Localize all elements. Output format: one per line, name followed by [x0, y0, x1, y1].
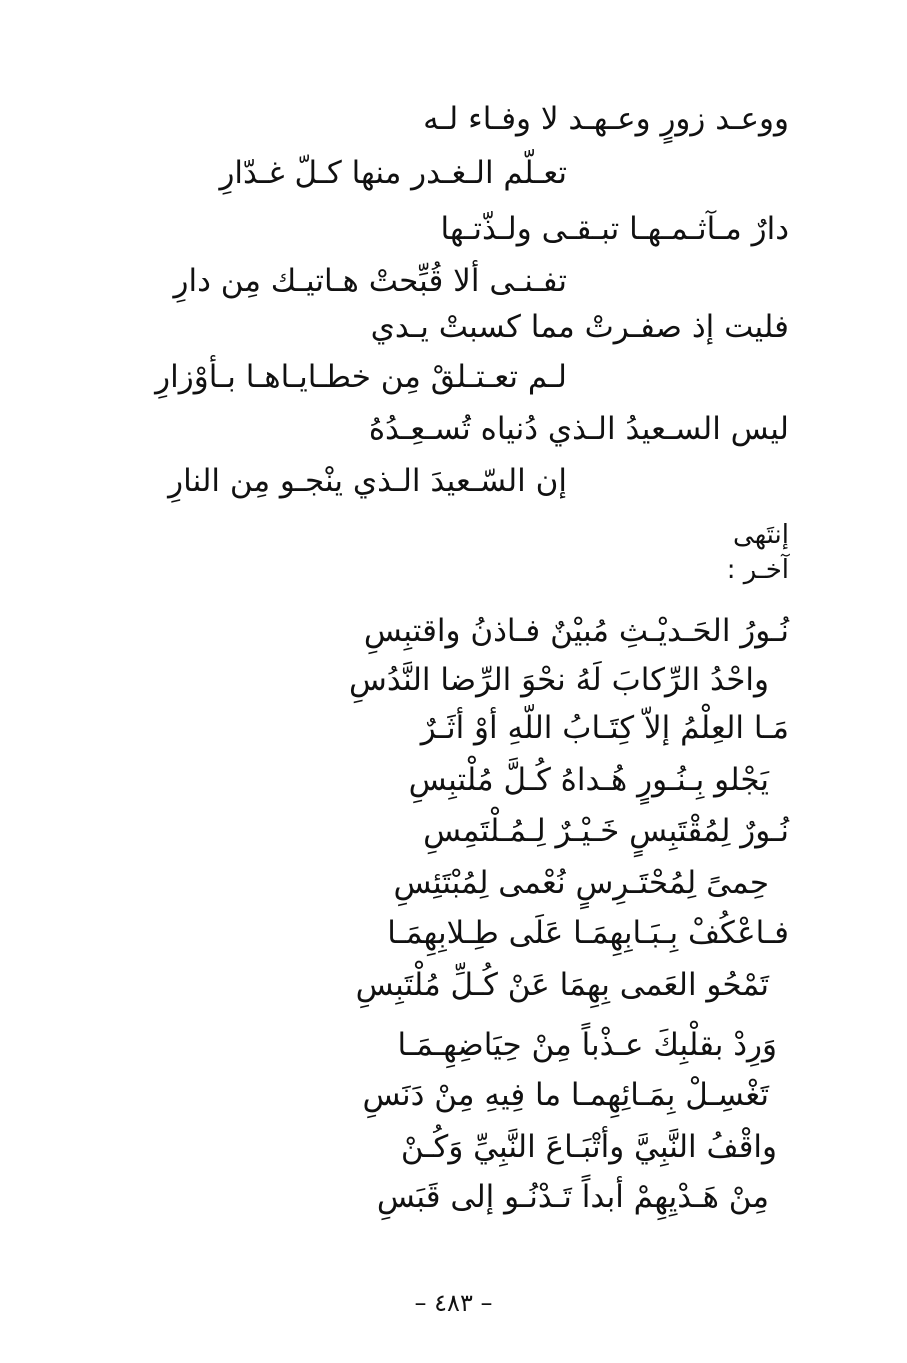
poem2-line-7: فـاعْكُفْ بِـبَـابِهِمَـا عَلَى طِـلابِهِمَـا [387, 915, 789, 951]
poem2-line-6: حِمىً لِمُحْتَـرِسٍ نُعْمى لِمُبْتَئِسِ [393, 865, 769, 901]
poem2-line-3: مَـا العِلْمُ إلاّ كِتَـابُ اللّهِ أوْ أثَـرٌ [420, 710, 789, 746]
poem1-line-5: فليت إذ صفـرتْ مما كسبتْ يـدي [370, 309, 789, 345]
poem2-line-9: وَرِدْ بقلْبِكَ عـذْباً مِنْ حِيَاضِهِـمَـا [397, 1027, 777, 1063]
poem2-heading: آخـر : [726, 555, 789, 585]
poem1-line-8: إن السّـعيدَ الـذي ينْجـو مِن النارِ [168, 463, 567, 499]
poem2-line-12: مِنْ هَـدْيِهِمْ أبداً تَـدْنُـو إلى قَبَسِ [376, 1179, 769, 1215]
poem1-line-6: لـم تعـتـلقْ مِن خطـايـاهـا بـأوْزارِ [155, 359, 567, 395]
page-number: – ٤٨٣ – [414, 1289, 493, 1317]
poem2-line-8: تَمْحُو العَمى بِهِمَا عَنْ كُـلِّ مُلْتَبِسِ [355, 967, 769, 1003]
poem1-line-2: تعـلّم الـغـدر منها كـلّ غـدّارِ [219, 155, 567, 191]
poem1-line-4: تفـنـى ألا قُبِّحتْ هـاتيـك مِن دارِ [173, 263, 567, 299]
poem2-line-10: تَغْسِـلْ بِمَـائِهِمـا ما فِيهِ مِنْ دَنَسِ [362, 1077, 769, 1113]
poem2-line-4: يَجْلو بِـنُـورٍ هُـداهُ كُـلَّ مُلْتبِسِ [408, 762, 769, 798]
poem1-line-7: ليس السـعيدُ الـذي دُنياه تُسـعِـدُهُ [368, 411, 789, 447]
poem2-line-2: واحْدُ الرِّكابَ لَهُ نحْوَ الرِّضا النَّدُسِ [348, 662, 769, 698]
poem1-line-1: ووعـد زورٍ وعـهـد لا وفـاء لـه [423, 101, 789, 137]
poem1-end-mark: إنتَهى [733, 520, 789, 550]
poem2-line-1: نُـورُ الحَـديْـثِ مُبيْنٌ فـاذنُ واقتبِسِ [363, 613, 789, 649]
poem2-line-5: نُـورٌ لِمُقْتَبِسٍ خَـيْـرٌ لِـمُـلْتَمِسِ [423, 813, 789, 849]
poem1-line-3: دارٌ مـآثـمـهـا تبـقـى ولـذّتـها [440, 211, 789, 247]
poem2-line-11: واقْفُ النَّبِيَّ وأتْبَـاعَ النَّبِيِّ وَكُـنْ [400, 1129, 777, 1165]
